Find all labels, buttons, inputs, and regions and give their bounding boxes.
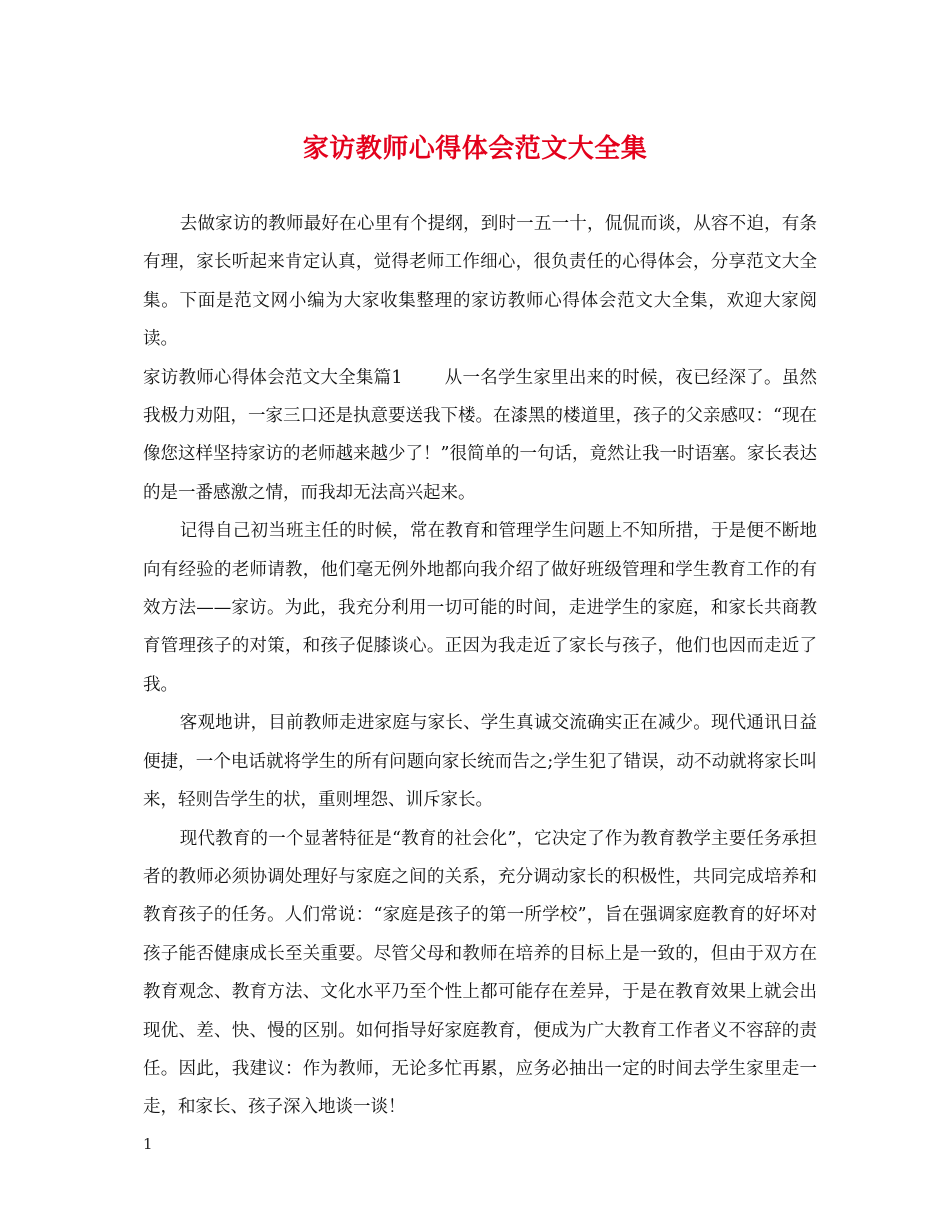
body-paragraph: 客观地讲，目前教师走进家庭与家长、学生真诚交流确实正在减少。现代通讯日益便捷，一个电话就将学生的所有问题向家长统而告之;学生犯了错误，动不动就将家长叫来，轻则告学生的状，重则埋怨、训斥家长。 xyxy=(143,713,817,811)
intro-paragraph: 去做家访的教师最好在心里有个提纲，到时一五一十，侃侃而谈，从容不迫，有条有理，家长听起来肯定认真，觉得老师工作细心，很负责任的心得体会，分享范文大全集。下面是范文网小编为大家收集整理的家访教师心得体会范文大全集，欢迎大家阅读。 xyxy=(143,214,817,350)
document-body xyxy=(143,205,817,1127)
document-title: 家访教师心得体会范文大全集 xyxy=(302,134,648,164)
section-heading: 家访教师心得体会范文大全集篇1 xyxy=(143,367,403,388)
body-paragraph: 现代教育的一个显著特征是“教育的社会化”，它决定了作为教育教学主要任务承担者的教师必须协调处理好与家庭之间的关系，充分调动家长的积极性，共同完成培养和教育孩子的任务。人们常说：“家庭是孩子的第一所学校”，旨在强调家庭教育的好坏对孩子能否健康成长至关重要。尽管父母和教师在培养的目标上是一致的，但由于双方在教育观念、教育方法、文化水平乃至个性上都可能存在差异，于是在教育效果上就会出现优、差、快、慢的区别。如何指导好家庭教育，便成为广大教育工作者义不容辞的责任。因此，我建议：作为教师，无论多忙再累，应务必抽出一定的时间去学生家里走一走，和家长、孩子深入地谈一谈！ xyxy=(143,828,817,1118)
section-first-paragraph: 从一名学生家里出来的时候，夜已经深了。虽然我极力劝阻，一家三口还是执意要送我下楼。在漆黑的楼道里，孩子的父亲感叹：“现在像您这样坚持家访的老师越来越少了！”很简单的一句话，竟然让我一时语塞。家长表达的是一番感激之情，而我却无法高兴起来。 xyxy=(143,367,817,503)
section-paragraph xyxy=(143,359,817,513)
page-number: 1 xyxy=(143,1135,153,1153)
body-paragraph: 记得自己初当班主任的时候，常在教育和管理学生问题上不知所措，于是便不断地向有经验的老师请教，他们毫无例外地都向我介绍了做好班级管理和学生教育工作的有效方法——家访。为此，我充分利用一切可能的时间，走进学生的家庭，和家长共商教育管理孩子的对策，和孩子促膝谈心。正因为我走近了家长与孩子，他们也因而走近了我。 xyxy=(143,521,817,695)
